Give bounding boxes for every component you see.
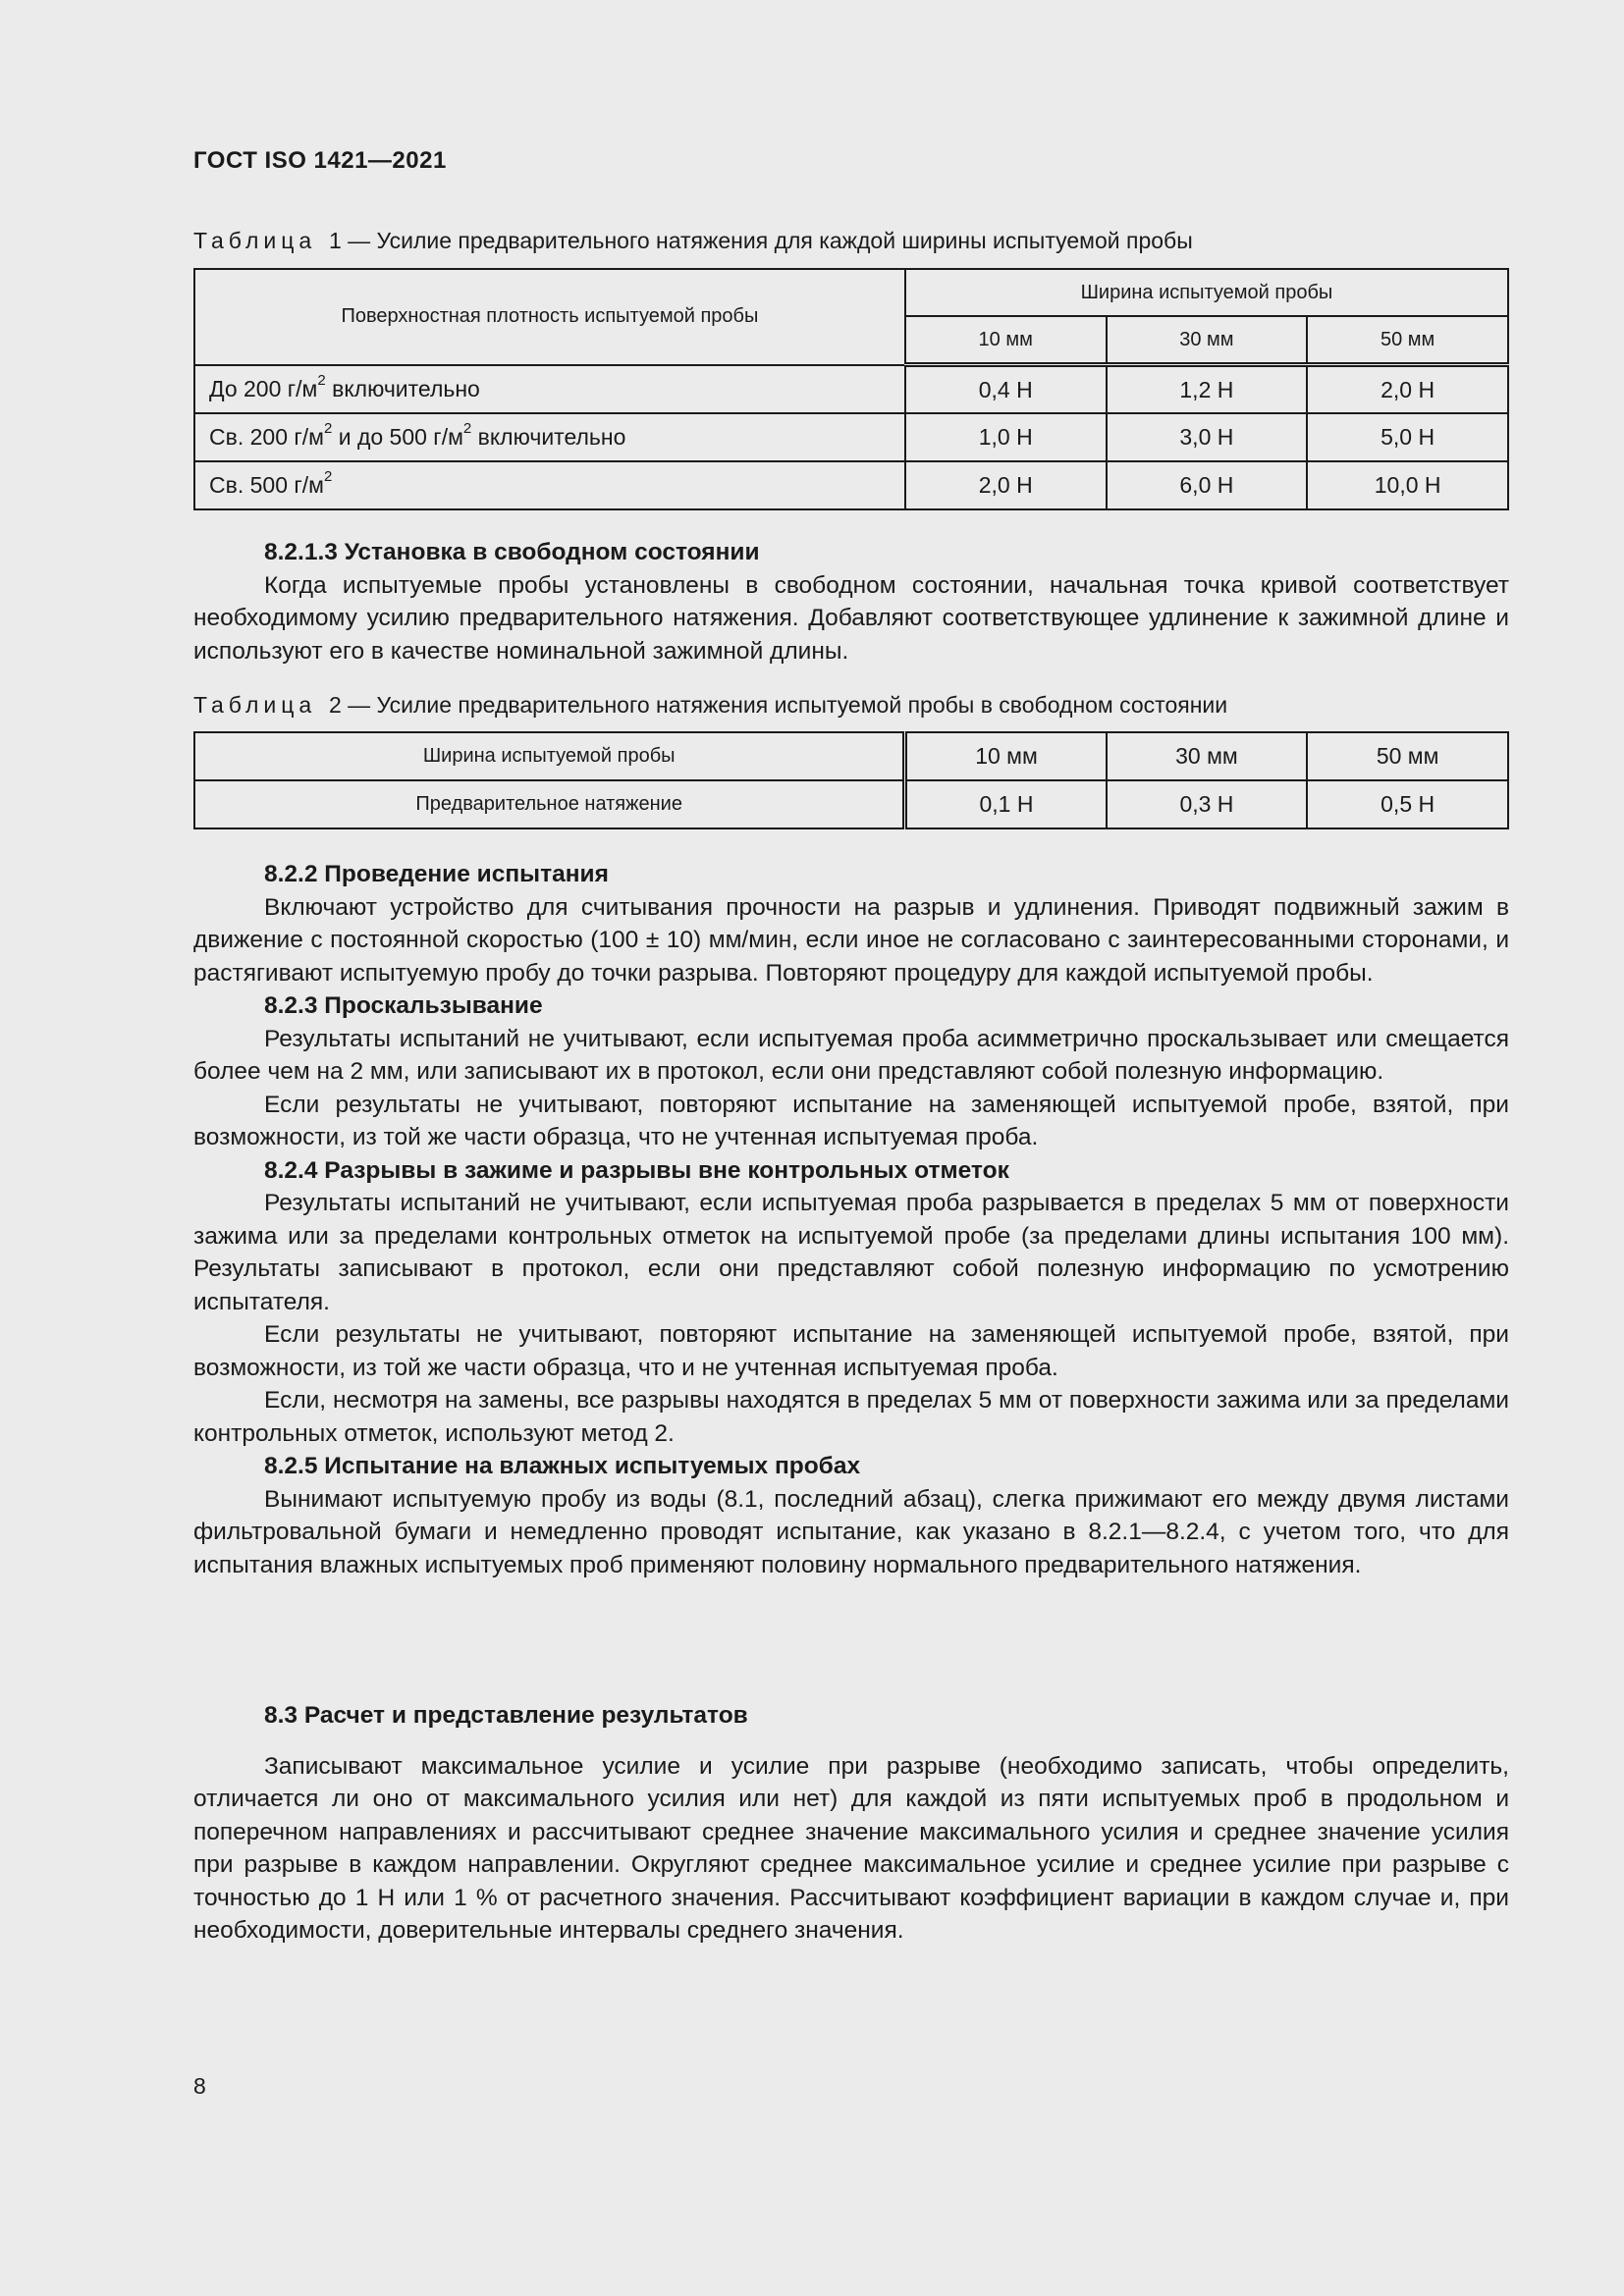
paragraph: Если результаты не учитывают, повторяют испытание на заменяющей испытуемой пробе, взятой, при возможности, из той же части образца, что не учтенная испытуемая проба. <box>193 1091 1509 1150</box>
paragraph: Результаты испытаний не учитывают, если испытуемая проба асимметрично проскальзывает или смещается более чем на 2 мм, или записывают их в протокол, если они представляют собой полезную информацию. <box>193 1025 1509 1085</box>
table2-cell: 0,5 Н <box>1307 780 1508 828</box>
table1-cell: 6,0 Н <box>1107 461 1308 509</box>
page-number: 8 <box>193 2073 206 2099</box>
paragraph: Когда испытуемые пробы установлены в свободном состоянии, начальная точка кривой соответствует необходимому усилию предварительного натяжения. Добавляют соответствующее удлинение к зажимной длине и используют его в качестве номинальной зажимной длины. <box>193 571 1509 665</box>
table2-cell: 10 мм <box>905 732 1107 780</box>
table1-row <box>194 413 1508 461</box>
table1-cell: 10,0 Н <box>1307 461 1508 509</box>
table1-caption-label: Таблица <box>193 228 317 253</box>
table2-row <box>194 732 1508 780</box>
section-heading: 8.2.2 Проведение испытания <box>264 861 609 887</box>
sections-822-825 <box>193 858 1509 1581</box>
table1-width-header: 50 мм <box>1307 316 1508 365</box>
section-83 <box>193 1699 1509 1948</box>
table1-row-label: Св. 500 $г/м^2$ <box>194 461 905 509</box>
section-heading: 8.2.4 Разрывы в зажиме и разрывы вне контрольных отметок <box>264 1156 1009 1184</box>
table2-cell: 50 мм <box>1307 732 1508 780</box>
table1-cell: 1,2 Н <box>1107 365 1308 414</box>
paragraph: Включают устройство для считывания прочности на разрыв и удлинения. Приводят подвижный зажим в движение с постоянной скоростью (100 ± 10) мм/мин, если иное не согласовано с заинтересованными сторонами, и растягивают испытуемую пробу до точки разрыва. Повторяют процедуру для каждой испытуемой пробы. <box>193 893 1509 987</box>
paragraph: Если, несмотря на замены, все разрывы находятся в пределах 5 мм от поверхности зажима или за пределами контрольных отметок, используют метод 2. <box>193 1387 1509 1447</box>
table1-cell: 1,0 Н <box>905 413 1107 461</box>
table2-caption-text: 2 — Усилие предварительного натяжения испытуемой пробы в свободном состоянии <box>328 692 1228 718</box>
table1-row-label: До 200 $г/м^2$ включительно <box>194 365 905 414</box>
table2-row-label: Ширина испытуемой пробы <box>194 732 905 780</box>
table2-cell: 30 мм <box>1107 732 1308 780</box>
section-heading: 8.2.3 Проскальзывание <box>264 992 543 1019</box>
table1-cell: 5,0 Н <box>1307 413 1508 461</box>
table1-col0-header: Поверхностная плотность испытуемой пробы <box>194 269 905 365</box>
table1-cell: 3,0 Н <box>1107 413 1308 461</box>
paragraph: Если результаты не учитывают, повторяют испытание на заменяющей испытуемой пробе, взятой, при возможности, из той же части образца, что и не учтенная испытуемая проба. <box>193 1321 1509 1381</box>
table1-cell: 2,0 Н <box>905 461 1107 509</box>
paragraph: Вынимают испытуемую пробу из воды (8.1, последний абзац), слегка прижимают его между двумя листами фильтровальной бумаги и немедленно проводят испытание, как указано в 8.2.1—8.2.4, с учетом того, что для испытания влажных испытуемых проб применяют половину нормального предварительного натяжения. <box>193 1485 1509 1578</box>
table1-row <box>194 365 1508 414</box>
section-heading: 8.3 Расчет и представление результатов <box>264 1702 748 1729</box>
table1-cell: 2,0 Н <box>1307 365 1508 414</box>
table1-caption-text: 1 — Усилие предварительного натяжения для каждой ширины испытуемой пробы <box>328 228 1193 253</box>
section-heading: 8.2.1.3 Установка в свободном состоянии <box>264 539 760 565</box>
table1-width-header: 10 мм <box>905 316 1107 365</box>
paragraph: Записывают максимальное усилие и усилие при разрыве (необходимо записать, чтобы определить, отличается ли оно от максимального усилия или нет) для каждой из пяти испытуемых проб в продольном и поперечном направлениях и рассчитывают среднее значение максимального усилия и среднее значение усилия при разрыве в каждом направлении. Округляют среднее максимальное усилие и среднее усилие при разрыве с точностью до 1 Н или 1 % от расчетного значения. Рассчитывают коэффициент вариации в каждом случае и, при необходимости, доверительные интервалы среднего значения. <box>193 1752 1509 1944</box>
table1-row <box>194 461 1508 509</box>
table1-caption <box>193 228 1193 254</box>
table2-row-label: Предварительное натяжение <box>194 780 905 828</box>
table2-row <box>194 780 1508 828</box>
table2-caption-label: Таблица <box>193 692 317 718</box>
document-header: ГОСТ ISO 1421—2021 <box>193 147 447 174</box>
table1 <box>193 268 1509 510</box>
table1-cell: 0,4 Н <box>905 365 1107 414</box>
table2-caption <box>193 692 1227 719</box>
table1-row-label: Св. 200 $г/м^2$ и до 500 $г/м^2$ включительно <box>194 413 905 461</box>
paragraph: Результаты испытаний не учитывают, если испытуемая проба разрывается в пределах 5 мм от поверхности зажима или за пределами контрольных отметок на испытуемой пробе (за пределами длины испытания 100 мм). Результаты записывают в протокол, если они представляют собой полезную информацию по усмотрению испытателя. <box>193 1190 1509 1315</box>
table2 <box>193 731 1509 829</box>
table2-cell: 0,3 Н <box>1107 780 1308 828</box>
section-8213 <box>193 536 1509 667</box>
section-heading: 8.2.5 Испытание на влажных испытуемых пробах <box>264 1453 861 1479</box>
table2-cell: 0,1 Н <box>905 780 1107 828</box>
table1-width-header: 30 мм <box>1107 316 1308 365</box>
table1-group-header: Ширина испытуемой пробы <box>905 269 1508 316</box>
